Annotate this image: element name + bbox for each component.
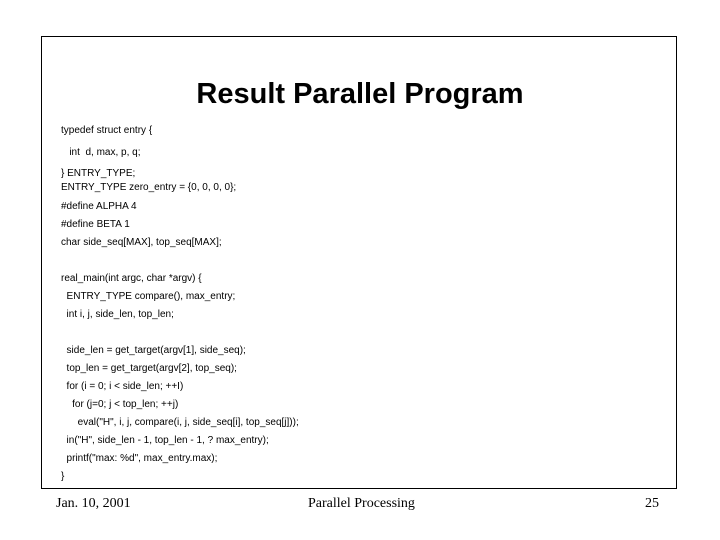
code-line: printf("max: %d", max_entry.max);	[61, 453, 218, 464]
footer-course-name: Parallel Processing	[308, 496, 415, 511]
code-line: real_main(int argc, char *argv) {	[61, 273, 202, 284]
code-line: int i, j, side_len, top_len;	[61, 309, 174, 320]
code-line: } ENTRY_TYPE;	[61, 168, 136, 179]
code-line: ENTRY_TYPE compare(), max_entry;	[61, 291, 236, 302]
footer-page-number: 25	[645, 496, 659, 511]
code-line: top_len = get_target(argv[2], top_seq);	[61, 363, 237, 374]
slide-title: Result Parallel Program	[196, 78, 524, 110]
footer-date: Jan. 10, 2001	[56, 496, 131, 511]
code-line: ENTRY_TYPE zero_entry = {0, 0, 0, 0};	[61, 182, 237, 193]
code-line: #define ALPHA 4	[61, 201, 137, 212]
code-line: in("H", side_len - 1, top_len - 1, ? max_entry);	[61, 435, 269, 446]
code-line: int d, max, p, q;	[61, 147, 141, 158]
code-line: for (j=0; j < top_len; ++j)	[61, 399, 179, 410]
code-line: #define BETA 1	[61, 219, 130, 230]
code-line: char side_seq[MAX], top_seq[MAX];	[61, 237, 222, 248]
code-line: for (i = 0; i < side_len; ++I)	[61, 381, 184, 392]
code-line: side_len = get_target(argv[1], side_seq);	[61, 345, 246, 356]
code-line: typedef struct entry {	[61, 125, 153, 136]
code-line: }	[61, 471, 65, 482]
code-line: eval("H", i, j, compare(i, j, side_seq[i], top_seq[j]));	[61, 417, 299, 428]
